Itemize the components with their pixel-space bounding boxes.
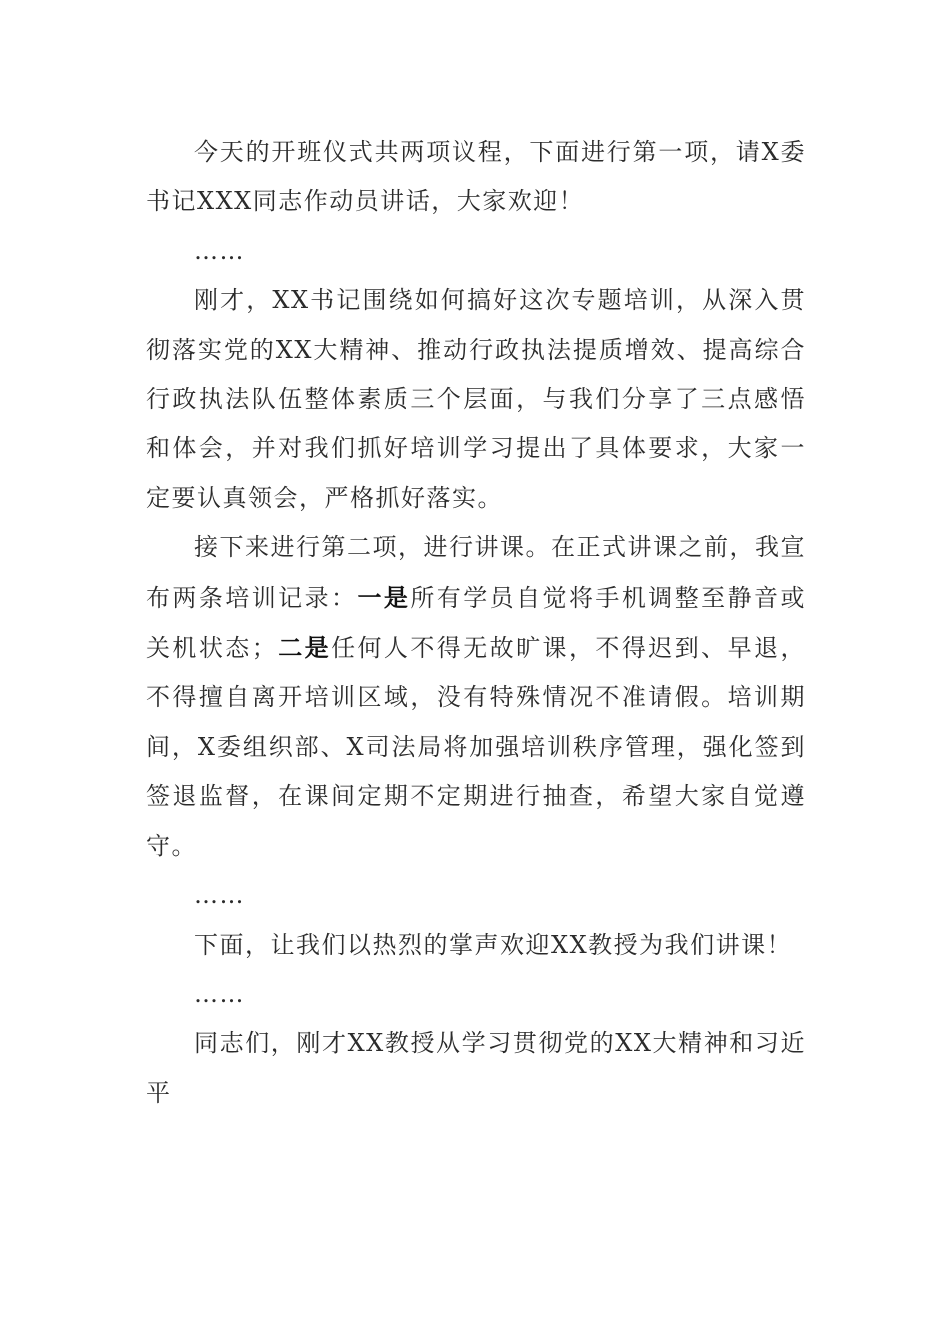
paragraph-opening-agenda: 今天的开班仪式共两项议程，下面进行第一项，请X委书记XXX同志作动员讲话，大家欢迎！ bbox=[146, 138, 806, 216]
rule-two-label: 二是 bbox=[277, 633, 332, 663]
paragraph-welcome-professor: 下面，让我们以热烈的掌声欢迎XX教授为我们讲课！ bbox=[194, 930, 793, 959]
rule-two-text: 任何人不得无故旷课，不得迟到、早退，不得擅自离开培训区域，没有特殊情况不准请假。培训期间，X委组织部、X司法局将加强培训秩序管理，强化签到签退监督，在课间定期不定期进行抽查，希望大家自觉遵守。 bbox=[146, 634, 806, 860]
rule-one-text: 所有学员自觉将手机调整至静音或关机状态； bbox=[146, 583, 806, 663]
rules-intro: 接下来进行第二项，进行讲课。在正式讲课之前，我宣布两条培训记录： bbox=[146, 533, 806, 612]
paragraph-training-rules bbox=[146, 523, 806, 871]
paragraph-closing-remarks: 同志们，刚才XX教授从学习贯彻党的XX大精神和习近平 bbox=[146, 1029, 806, 1107]
ellipsis-paragraph: …… bbox=[194, 979, 245, 1008]
rule-one-label: 一是 bbox=[357, 582, 411, 612]
paragraph-speech-summary: 刚才，XX书记围绕如何搞好这次专题培训，从深入贯彻落实党的XX大精神、推动行政执法提质增效、提高综合行政执法队伍整体素质三个层面，与我们分享了三点感悟和体会，并对我们抓好培训学习提出了具体要求，大家一定要认真领会，严格抓好落实。 bbox=[146, 286, 806, 512]
document-body bbox=[146, 128, 806, 1118]
ellipsis-paragraph: …… bbox=[194, 236, 245, 265]
ellipsis-paragraph: …… bbox=[194, 881, 245, 910]
